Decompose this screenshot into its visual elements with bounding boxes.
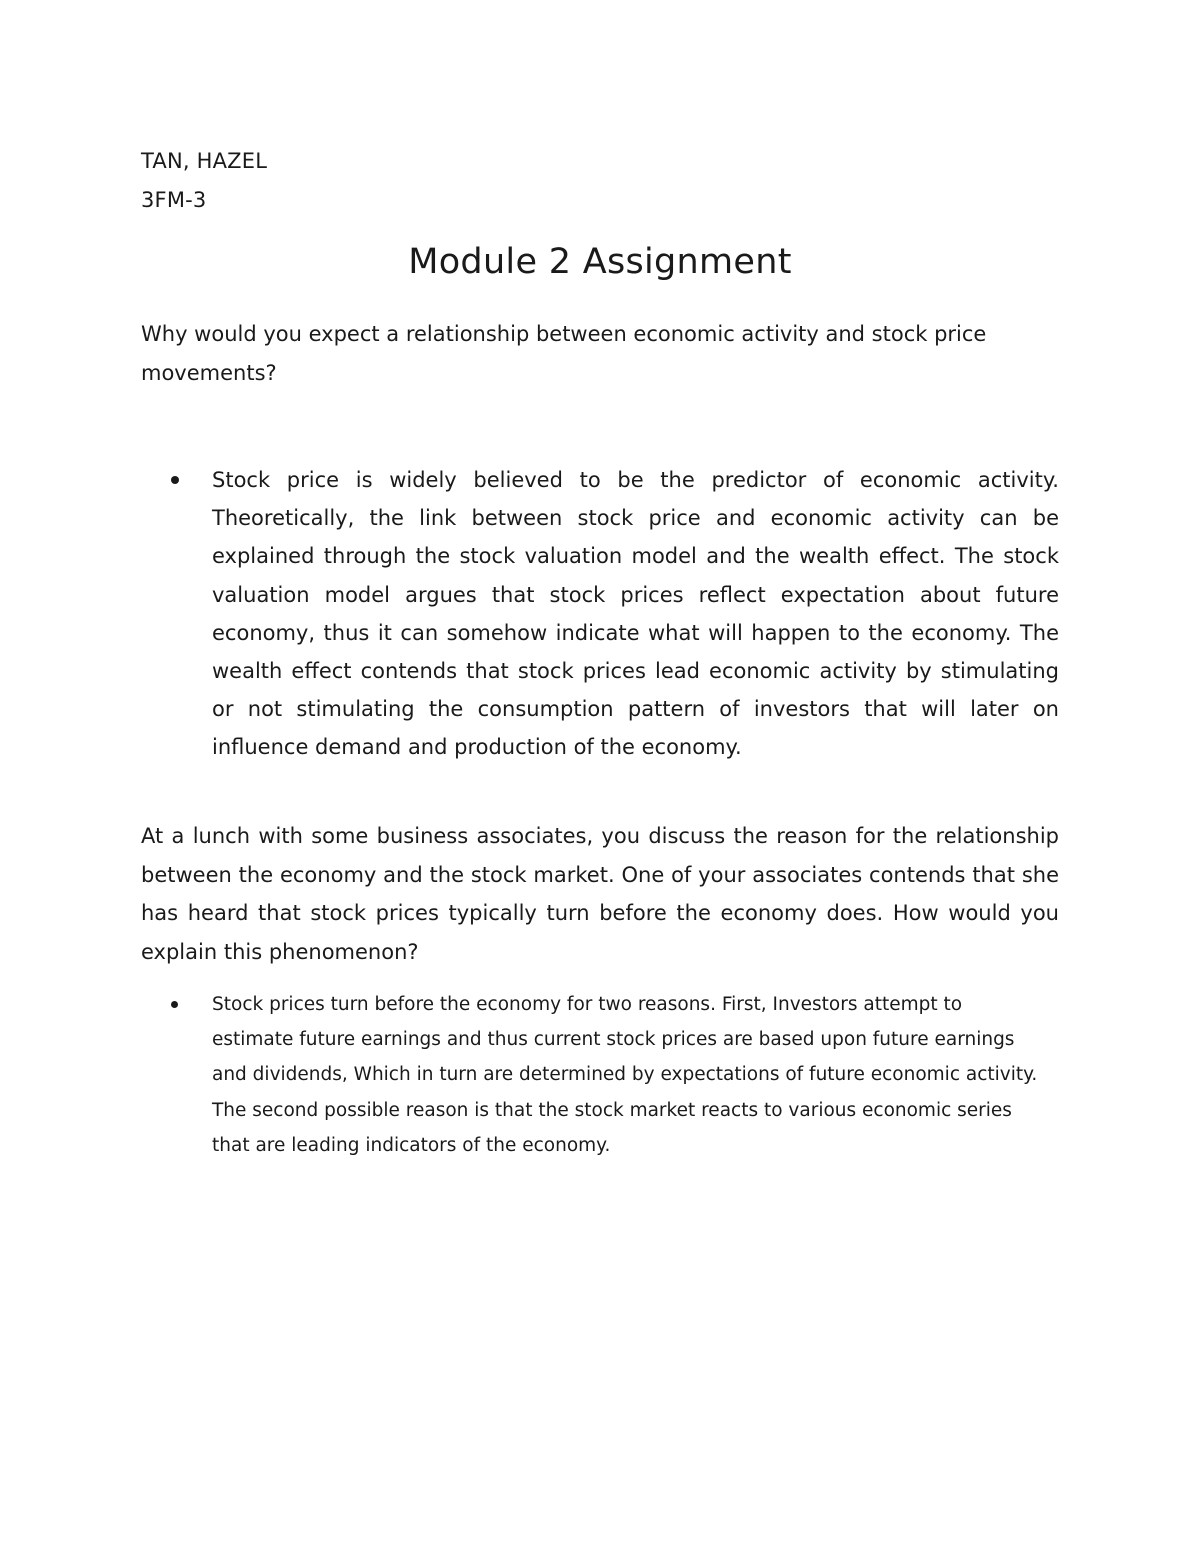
page-title: Module 2 Assignment	[408, 242, 792, 282]
list-item	[141, 987, 1059, 1163]
answer-2-text: Stock prices turn before the economy for two reasons. First, Investors attempt to estimate future earnings and thus current stock prices are based upon future earnings and dividends, Which in turn are determined by expectations of future economic activity. The second possible reason is that the stock market reacts to various economic series that are leading indicators of the economy.	[212, 994, 1038, 1156]
question-1: Why would you expect a relationship between economic activity and stock price movements?	[141, 322, 987, 385]
answer-list-1	[141, 461, 1059, 767]
question-2: At a lunch with some business associates, you discuss the reason for the relationship between the economy and the stock market. One of your associates contends that she has heard that stock prices typically turn before the economy does. How would you explain this phenomenon?	[141, 824, 1059, 964]
answer-1-text: Stock price is widely believed to be the predictor of economic activity. Theoretically, the link between stock price and economic activity can be explained through the stock valuation model and the wealth effect. The stock valuation model argues that stock prices reflect expectation about future economy, thus it can somehow indicate what will happen to the economy. The wealth effect contends that stock prices lead economic activity by stimulating or not stimulating the consumption pattern of investors that will later on influence demand and production of the economy.	[212, 468, 1059, 760]
bullet-icon	[171, 476, 179, 484]
list-item	[141, 461, 1059, 767]
answer-list-2	[141, 987, 1059, 1163]
bullet-icon	[171, 1001, 178, 1008]
student-section: 3FM-3	[141, 188, 207, 212]
student-name: TAN, HAZEL	[141, 149, 268, 173]
